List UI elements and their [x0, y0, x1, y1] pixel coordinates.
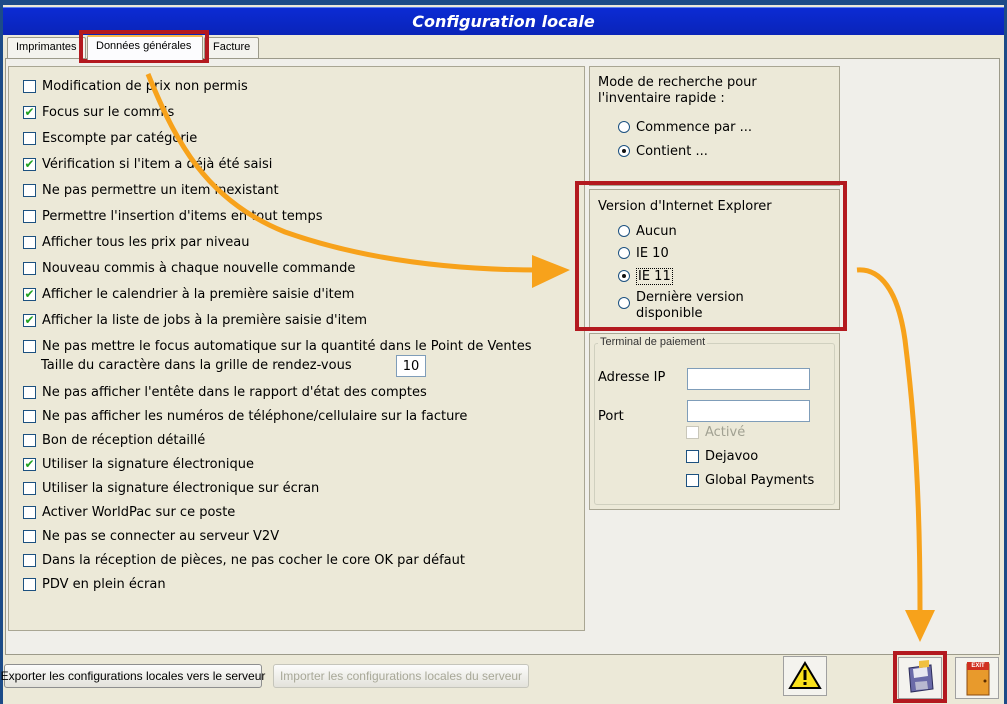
- option-label: Activer WorldPac sur ce poste: [42, 504, 236, 520]
- dejavoo-check[interactable]: [686, 450, 699, 463]
- config-window: [0, 5, 1004, 704]
- option-checkbox[interactable]: [23, 236, 36, 249]
- option-checkbox[interactable]: [23, 80, 36, 93]
- option-label: Dans la réception de pièces, ne pas cocher le core OK par défaut: [42, 552, 465, 568]
- option-label: Ne pas permettre un item inexistant: [42, 182, 279, 198]
- tab-donnees-generales[interactable]: Données générales: [87, 35, 203, 60]
- option-checkbox[interactable]: ✔: [24, 312, 35, 327]
- option-row[interactable]: [23, 574, 166, 594]
- activated-check[interactable]: [686, 426, 699, 439]
- option-checkbox[interactable]: [23, 386, 36, 399]
- option-checkbox[interactable]: [23, 578, 36, 591]
- option-checkbox[interactable]: [23, 184, 36, 197]
- option-row[interactable]: [23, 258, 355, 278]
- option-row[interactable]: [23, 406, 467, 426]
- option-checkbox[interactable]: [23, 210, 36, 223]
- option-label: Utiliser la signature électronique: [42, 456, 254, 472]
- option-label: Ne pas se connecter au serveur V2V: [42, 528, 280, 544]
- option-checkbox[interactable]: [23, 340, 36, 353]
- search-mode-title-1: Mode de recherche pour: [598, 74, 757, 90]
- ip-label: Adresse IP: [598, 369, 666, 385]
- font-size-input[interactable]: 10: [396, 355, 426, 377]
- font-size-row: [41, 355, 352, 375]
- dejavoo-checkbox[interactable]: [686, 446, 758, 466]
- window-title: Configuration locale: [412, 12, 595, 31]
- ie-latest-label-2: disponible: [636, 305, 703, 321]
- general-options-panel: [8, 66, 585, 631]
- activated-checkbox[interactable]: [686, 422, 745, 442]
- port-input[interactable]: [687, 400, 810, 422]
- exit-label: EXIT: [971, 663, 985, 669]
- option-checkbox[interactable]: ✔: [24, 456, 35, 471]
- search-mode-commence-label: Commence par ...: [636, 119, 752, 135]
- option-checkbox[interactable]: [23, 410, 36, 423]
- option-row[interactable]: [23, 102, 174, 122]
- option-checkbox[interactable]: [23, 506, 36, 519]
- option-label: Focus sur le commis: [42, 104, 175, 120]
- option-label: Afficher tous les prix par niveau: [42, 234, 250, 250]
- option-label: Afficher la liste de jobs à la première saisie d'item: [42, 312, 368, 328]
- search-mode-commence[interactable]: [618, 117, 752, 137]
- option-row[interactable]: [23, 550, 465, 570]
- radio-contient[interactable]: [618, 145, 630, 157]
- tab-imprimantes[interactable]: Imprimantes: [7, 37, 86, 59]
- font-size-label: Taille du caractère dans la grille de rendez-vous: [41, 357, 352, 373]
- ie-10-label: IE 10: [636, 245, 669, 261]
- warning-button[interactable]: [783, 656, 827, 696]
- option-label: Ne pas afficher l'entête dans le rapport d'état des comptes: [42, 384, 427, 400]
- ie-version-title: Version d'Internet Explorer: [598, 198, 772, 214]
- global-payments-label: Global Payments: [705, 472, 815, 488]
- option-label: Bon de réception détaillé: [42, 432, 206, 448]
- option-checkbox[interactable]: [23, 554, 36, 567]
- option-label: Afficher le calendrier à la première saisie d'item: [42, 286, 355, 302]
- option-checkbox[interactable]: [23, 434, 36, 447]
- option-row[interactable]: [23, 232, 250, 252]
- dejavoo-label: Dejavoo: [705, 448, 759, 464]
- option-label: Escompte par catégorie: [42, 130, 198, 146]
- export-config-button[interactable]: Exporter les configurations locales vers le serveur: [4, 664, 262, 688]
- option-label: Modification de prix non permis: [42, 78, 248, 94]
- ie-latest-label-1: Dernière version: [636, 289, 744, 305]
- option-label: Ne pas afficher les numéros de téléphone/cellulaire sur la facture: [42, 408, 468, 424]
- option-row[interactable]: [23, 382, 427, 402]
- activated-label: Activé: [705, 424, 746, 440]
- option-row[interactable]: [23, 310, 367, 330]
- option-checkbox[interactable]: ✔: [24, 156, 35, 171]
- option-label: Vérification si l'item a déjà été saisi: [42, 156, 273, 172]
- global-payments-checkbox[interactable]: [686, 470, 814, 490]
- option-checkbox[interactable]: [23, 262, 36, 275]
- port-label: Port: [598, 408, 624, 424]
- option-checkbox[interactable]: [23, 132, 36, 145]
- option-row[interactable]: [23, 454, 254, 474]
- search-mode-contient[interactable]: [618, 141, 708, 161]
- option-label: Utiliser la signature électronique sur écran: [42, 480, 320, 496]
- radio-commence[interactable]: [618, 121, 630, 133]
- option-row[interactable]: [23, 336, 532, 356]
- highlight-ie-version: [575, 181, 847, 331]
- warning-icon: [784, 657, 826, 695]
- import-config-button[interactable]: Importer les configurations locales du serveur: [273, 664, 529, 688]
- option-label: PDV en plein écran: [42, 576, 166, 592]
- search-mode-panel: [589, 66, 840, 186]
- option-label: Permettre l'insertion d'items en tout temps: [42, 208, 323, 224]
- option-row[interactable]: [23, 180, 279, 200]
- option-row[interactable]: [23, 526, 279, 546]
- option-row[interactable]: [23, 128, 197, 148]
- option-label: Ne pas mettre le focus automatique sur la quantité dans le Point de Ventes: [42, 338, 532, 354]
- option-checkbox[interactable]: [23, 482, 36, 495]
- ie-11-label: IE 11: [638, 268, 671, 284]
- option-checkbox[interactable]: ✔: [24, 104, 35, 119]
- payment-terminal-title: Terminal de paiement: [600, 336, 706, 348]
- highlight-save: [893, 651, 947, 703]
- option-label: Nouveau commis à chaque nouvelle commande: [42, 260, 356, 276]
- global-payments-check[interactable]: [686, 474, 699, 487]
- option-row[interactable]: [23, 206, 323, 226]
- option-checkbox[interactable]: [23, 530, 36, 543]
- ip-input[interactable]: [687, 368, 810, 390]
- option-row[interactable]: [23, 502, 235, 522]
- option-row[interactable]: [23, 154, 272, 174]
- option-row[interactable]: [23, 478, 319, 498]
- option-row[interactable]: [23, 284, 354, 304]
- tab-facture[interactable]: Facture: [204, 37, 259, 59]
- option-row[interactable]: [23, 430, 205, 450]
- option-checkbox[interactable]: ✔: [24, 286, 35, 301]
- search-mode-contient-label: Contient ...: [636, 143, 708, 159]
- exit-button[interactable]: [955, 657, 999, 699]
- ie-aucun-label: Aucun: [636, 223, 677, 239]
- search-mode-title-2: l'inventaire rapide :: [598, 90, 725, 106]
- option-row[interactable]: [23, 76, 248, 96]
- payment-terminal-panel: [589, 333, 840, 510]
